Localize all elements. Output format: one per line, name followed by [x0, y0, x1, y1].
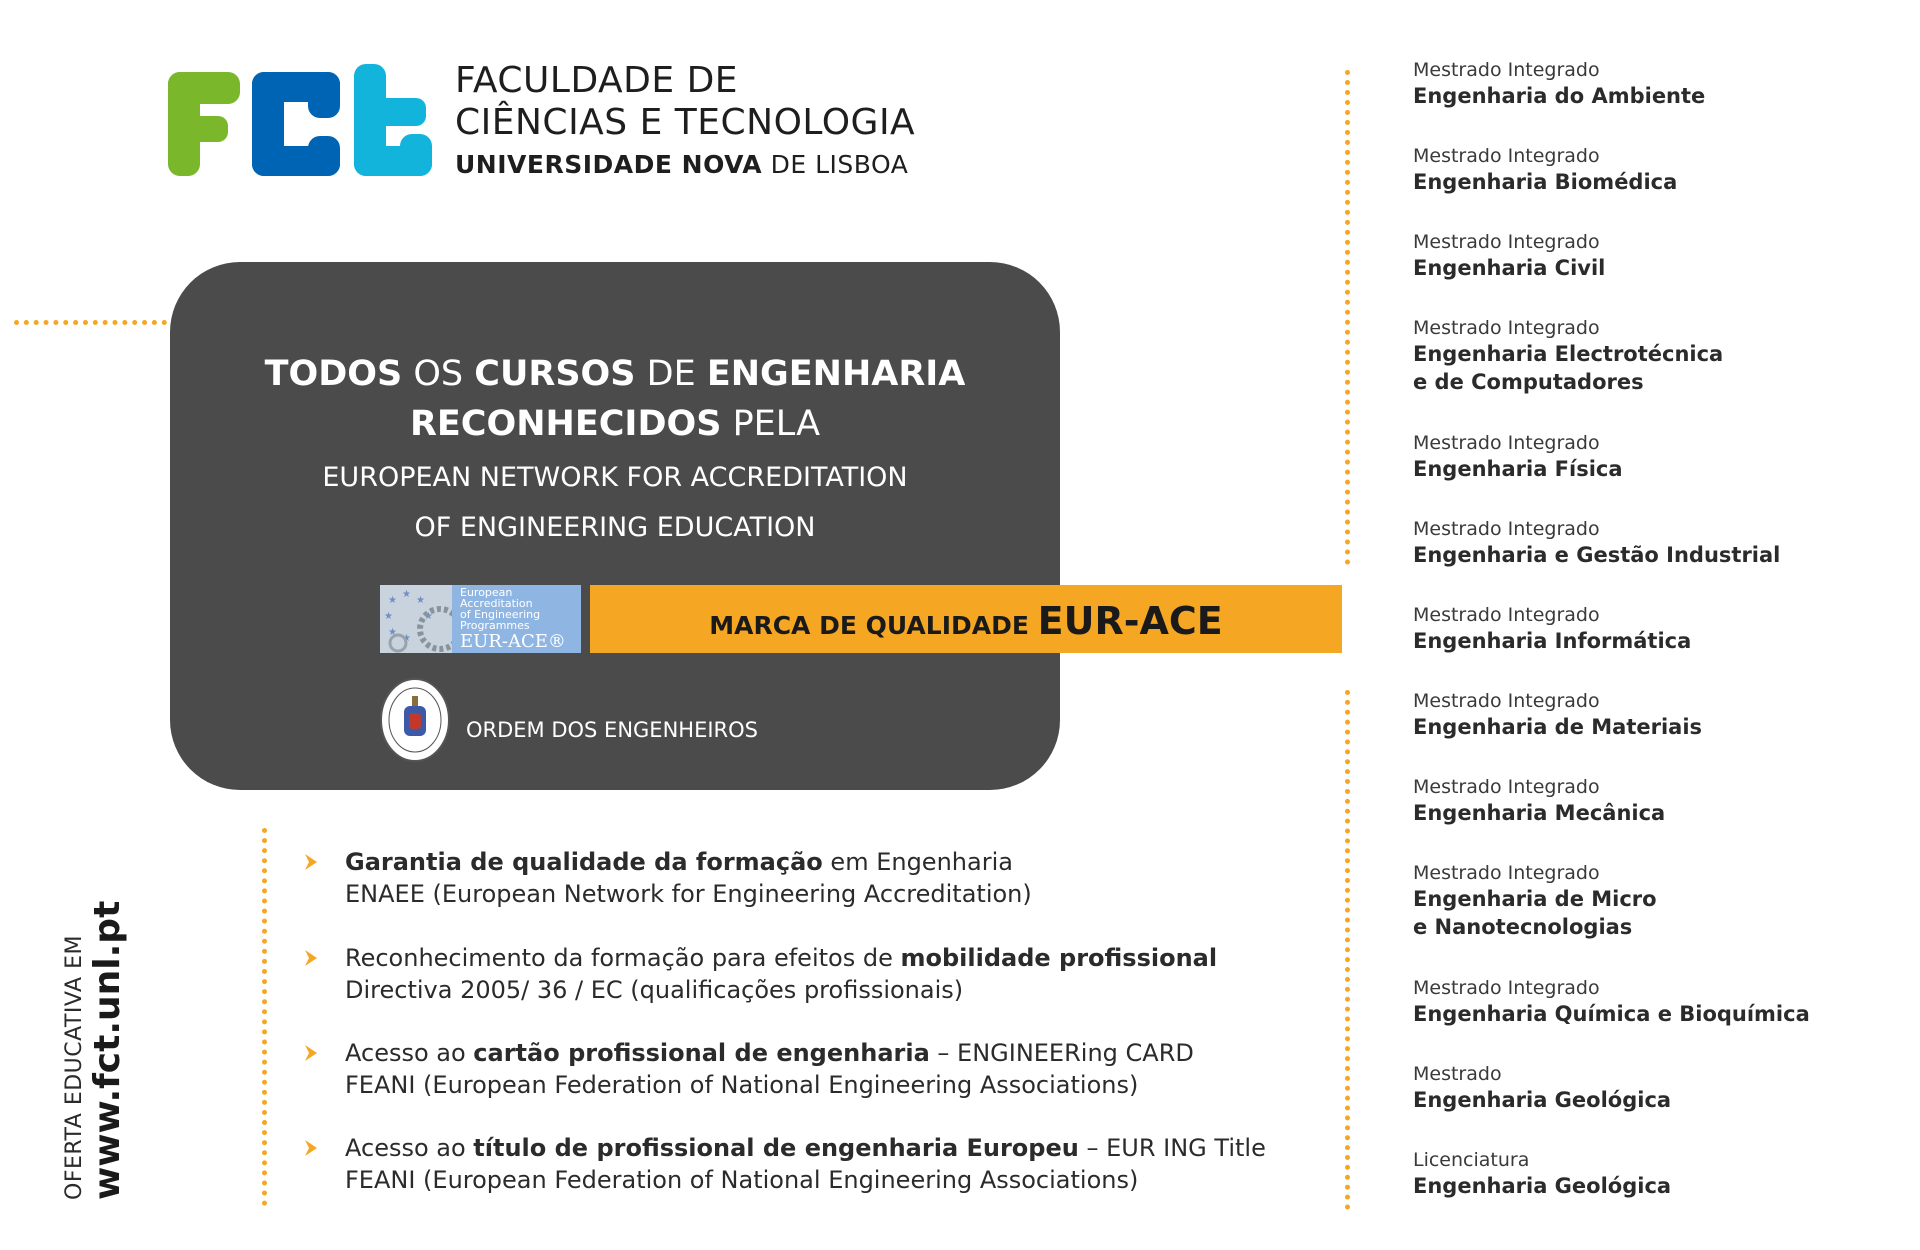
course-item	[1413, 861, 1913, 941]
svg-text:★: ★	[402, 633, 411, 644]
svg-text:★: ★	[388, 627, 397, 638]
course-type: Mestrado Integrado	[1413, 518, 1600, 540]
logo-university-rest: DE LISBOA	[762, 150, 909, 179]
course-type: Mestrado Integrado	[1413, 977, 1600, 999]
course-type: Mestrado Integrado	[1413, 776, 1600, 798]
svg-text:★: ★	[402, 589, 411, 600]
svg-text:★: ★	[384, 611, 393, 622]
benefit-item-4-line-1	[345, 1134, 1266, 1162]
eur-ace-text-3: of Engineering	[460, 608, 541, 621]
course-item	[1413, 976, 1913, 1028]
logo-line-faculdade: FACULDADE DE	[455, 60, 739, 101]
course-item	[1413, 58, 1913, 110]
benefit-item-3-pre: Acesso ao	[345, 1039, 474, 1067]
side-vertical-text	[62, 901, 128, 1200]
ordem-engenheiros-label: ORDEM DOS ENGENHEIROS	[466, 718, 758, 742]
benefit-item-3-bold: cartão profissional de engenharia	[473, 1039, 930, 1067]
ordem-engenheiros-seal-icon	[380, 678, 450, 762]
benefit-item-2-line-2: Directiva 2005/ 36 / EC (qualificações profissionais)	[345, 976, 964, 1004]
benefit-item-2-bold: mobilidade profissional	[900, 944, 1218, 972]
course-name: Engenharia Química e Bioquímica	[1413, 1002, 1810, 1026]
course-item	[1413, 603, 1913, 655]
course-type: Licenciatura	[1413, 1149, 1530, 1171]
svg-text:★: ★	[416, 595, 425, 606]
headline-line-1	[170, 354, 1060, 394]
course-type: Mestrado Integrado	[1413, 145, 1600, 167]
eur-ace-logo	[380, 585, 581, 653]
headline-word-todos: TODOS	[264, 354, 403, 394]
course-item	[1413, 689, 1913, 741]
course-name: Engenharia Biomédica	[1413, 170, 1678, 194]
headline-word-de: DE	[635, 354, 707, 394]
course-name: Engenharia Informática	[1413, 629, 1692, 653]
benefit-item-4-line-2: FEANI (European Federation of National Engineering Associations)	[345, 1166, 1139, 1194]
course-type: Mestrado Integrado	[1413, 231, 1600, 253]
course-name: Engenharia de Materiais	[1413, 715, 1703, 739]
course-type: Mestrado	[1413, 1063, 1502, 1085]
course-item	[1413, 316, 1913, 396]
headline-word-engenharia: ENGENHARIA	[706, 354, 966, 394]
course-type: Mestrado Integrado	[1413, 862, 1600, 884]
benefit-item-1-line-2: ENAEE (European Network for Engineering Accreditation)	[345, 880, 1032, 908]
logo-line-universidade	[455, 150, 908, 179]
dotted-line-right-lower	[1345, 690, 1350, 1210]
eur-ace-text-1: European	[460, 586, 513, 599]
eur-ace-logo-stars	[380, 585, 452, 653]
fct-logo	[168, 60, 916, 190]
svg-text:★: ★	[424, 611, 433, 622]
website-link[interactable]: www.fct.unl.pt	[87, 900, 128, 1200]
benefit-item-1-rest: em Engenharia	[822, 848, 1013, 876]
quality-mark-prefix: MARCA DE QUALIDADE	[709, 611, 1038, 640]
headline-line-4: OF ENGINEERING EDUCATION	[414, 512, 816, 543]
benefit-item-4-rest: – EUR ING Title	[1078, 1134, 1266, 1162]
benefit-item-4-pre: Acesso ao	[345, 1134, 474, 1162]
course-name-line-2: e de Computadores	[1413, 370, 1644, 394]
course-item	[1413, 517, 1913, 569]
course-name: Engenharia do Ambiente	[1413, 84, 1706, 108]
course-item	[1413, 144, 1913, 196]
dotted-line-bullets	[262, 828, 267, 1206]
benefit-item-4-bold: título de profissional de engenharia Europeu	[473, 1134, 1079, 1162]
eur-ace-logo-text	[460, 587, 540, 631]
benefit-item-1-line-1	[345, 848, 1013, 876]
course-item	[1413, 1062, 1913, 1114]
course-name: Engenharia Electrotécnica	[1413, 342, 1724, 366]
quality-mark-text	[590, 599, 1342, 643]
course-name: Engenharia e Gestão Industrial	[1413, 543, 1781, 567]
benefit-item-3-line-2: FEANI (European Federation of National Engineering Associations)	[345, 1071, 1139, 1099]
course-item	[1413, 230, 1913, 282]
eur-ace-logo-mark: EUR-ACE®	[460, 631, 566, 652]
course-name: Engenharia Mecânica	[1413, 801, 1666, 825]
logo-university-bold: UNIVERSIDADE NOVA	[455, 150, 763, 179]
course-item	[1413, 1148, 1913, 1200]
logo-line-ciencias: CIÊNCIAS E TECNOLOGIA	[455, 102, 916, 143]
benefit-item-2-pre: Reconhecimento da formação para efeitos de	[345, 944, 901, 972]
course-name: Engenharia Civil	[1413, 256, 1606, 280]
dotted-line-right-upper	[1345, 70, 1350, 565]
chevron-right-icon	[302, 1043, 320, 1063]
benefit-item-1-bold: Garantia de qualidade da formação	[345, 848, 823, 876]
course-type: Mestrado Integrado	[1413, 604, 1600, 626]
course-name: Engenharia de Micro	[1413, 887, 1657, 911]
accreditation-panel	[170, 262, 1060, 790]
course-name-line-2: e Nanotecnologias	[1413, 915, 1633, 939]
headline-word-cursos: CURSOS	[474, 354, 636, 394]
course-name: Engenharia Geológica	[1413, 1174, 1672, 1198]
course-type: Mestrado Integrado	[1413, 59, 1600, 81]
fct-logo-mark	[168, 64, 433, 184]
side-label: OFERTA EDUCATIVA EM	[62, 935, 87, 1200]
course-item	[1413, 431, 1913, 483]
svg-text:★: ★	[388, 595, 397, 606]
headline-word-os: OS	[402, 354, 475, 394]
headline-line-2	[170, 404, 1060, 444]
chevron-right-icon	[302, 948, 320, 968]
course-type: Mestrado Integrado	[1413, 432, 1600, 454]
course-name: Engenharia Geológica	[1413, 1088, 1672, 1112]
chevron-right-icon	[302, 852, 320, 872]
headline-line-3: EUROPEAN NETWORK FOR ACCREDITATION	[322, 462, 908, 493]
headline-word-pela: PELA	[721, 404, 821, 444]
course-type: Mestrado Integrado	[1413, 690, 1600, 712]
chevron-right-icon	[302, 1138, 320, 1158]
course-name: Engenharia Física	[1413, 457, 1623, 481]
benefit-item-3-rest: – ENGINEERing CARD	[929, 1039, 1194, 1067]
headline-word-reconhecidos: RECONHECIDOS	[409, 404, 722, 444]
benefit-item-3-line-1	[345, 1039, 1194, 1067]
benefit-item-2-line-1	[345, 944, 1217, 972]
eur-ace-text-2: Accreditation	[460, 597, 533, 610]
course-type: Mestrado Integrado	[1413, 317, 1600, 339]
quality-mark-brand: EUR-ACE	[1037, 599, 1223, 643]
quality-mark-bar	[590, 585, 1342, 653]
eur-ace-text-4: Programmes	[460, 619, 530, 632]
course-item	[1413, 775, 1913, 827]
